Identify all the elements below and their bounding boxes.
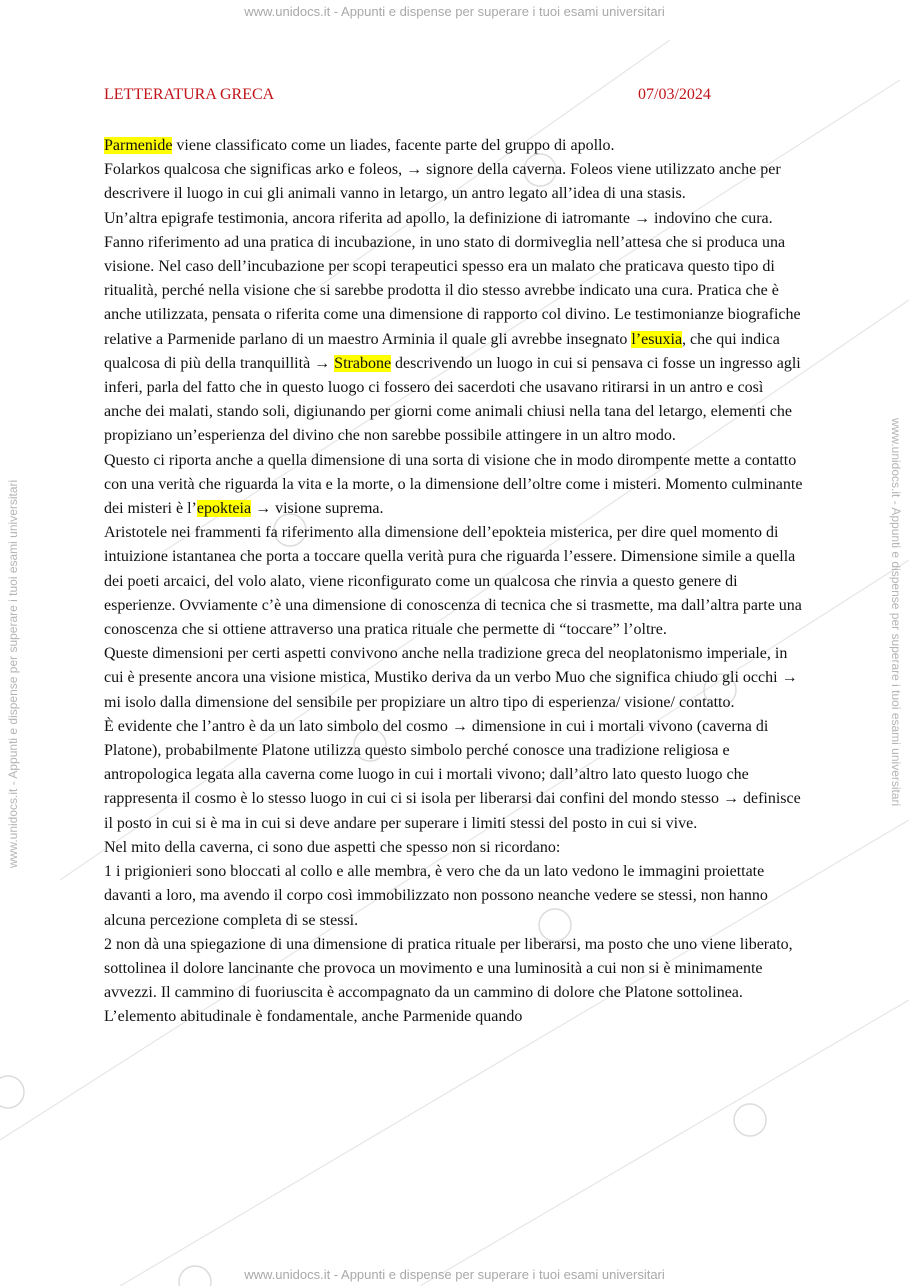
text-run: Questo ci riporta anche a quella dimensione di una sorta di visione che in modo dirompente mette a contatto con una verità che riguarda la vita e la morte, o la dimensione dell’oltre come i misteri. Momento culminante dei misteri è l’ <box>104 451 803 518</box>
paragraph <box>104 642 804 715</box>
paragraph <box>104 715 804 836</box>
text-run: Queste dimensioni per certi aspetti convivono anche nella tradizione greca del neoplatonismo imperiale, in cui è presente ancora una visione mistica, Mustiko deriva da un verbo Muo che significa chiudo gli occhi → mi isolo dalla dimensione del sensibile per propiziare un altro tipo di esperienza/ visione/ contatto. <box>104 645 798 711</box>
text-run: Un’altra epigrafe testimonia, ancora riferita ad apollo, la definizione di iatromante → indovino che cura. Fanno riferimento ad una pratica di incubazione, in uno stato di dormiveglia nell’attesa che si produca una visione. Nel caso dell’incubazione per scopi terapeutici spesso era un malato che praticava questo tipo di ritualità, perché nella visione che si sarebbe prodotta il dio stesso avrebbe indicato una cura. Pratica che è anche utilizzata, pensata o riferita come una dimensione di rapporto col divino. Le testimonianze biografiche relative a Parmenide parlano di un maestro Arminia il quale gli avrebbe insegnato <box>104 209 801 348</box>
text-run: 1 i prigionieri sono bloccati al collo e alle membra, è vero che da un lato vedono le immagini proiettate davanti a loro, ma avendo il corpo così immobilizzato non possono neanche vedere se stessi, non hanno alcuna percezione completa di se stessi. <box>104 863 768 929</box>
paragraph <box>104 158 804 206</box>
text-run: Aristotele nei frammenti fa riferimento alla dimensione dell’epokteia misterica, per dire quel momento di intuizione istantanea che porta a toccare quella verità pura che riguarda l’essere. Dimensione simile a quella dei poeti arcaici, del volo alato, viene riconfigurato come un qualcosa che rinvia a questo genere di esperienze. Ovviamente c’è una dimensione di conoscenza di tecnica che si trasmette, ma dall’altra parte una conoscenza che si ottiene attraverso una pratica rituale che permette di “toccare” l’oltre. <box>104 524 802 639</box>
text-run: , che qui indica qualcosa di più della tranquillità → <box>104 330 780 372</box>
watermark-right: www.unidocs.it - Appunti e dispense per superare i tuoi esami universitari <box>889 418 903 807</box>
text-run: descrivendo un luogo in cui si pensava ci fosse un ingresso agli inferi, parla del fatto che in questo luogo ci fossero dei sacerdoti che usavano ritirarsi in un antro e così anche dei malati, stando soli, digiunando per giorni come animali chiusi nella tana del letargo, elementi che propiziano un’esperienza del divino che non sarebbe possibile attingere in un altro modo. <box>104 354 801 445</box>
watermark-top: www.unidocs.it - Appunti e dispense per superare i tuoi esami universitari <box>244 4 665 19</box>
text-run: Folarkos qualcosa che significas arko e foleos, → signore della caverna. Foleos viene utilizzato anche per descrivere il luogo in cui gli animali vanno in letargo, un antro legato all’idea di una stasis. <box>104 161 781 203</box>
watermark-bottom: www.unidocs.it - Appunti e dispense per superare i tuoi esami universitari <box>244 1267 665 1282</box>
text-run: viene classificato come un liades, facente parte del gruppo di apollo. <box>172 137 615 154</box>
text-run: Nel mito della caverna, ci sono due aspetti che spesso non si ricordano: <box>104 838 561 856</box>
watermark-left: www.unidocs.it - Appunti e dispense per superare i tuoi esami universitari <box>6 479 20 868</box>
highlighted-text: l’esuxia <box>631 330 683 348</box>
text-run: 2 non dà una spiegazione di una dimensione di pratica rituale per liberarsi, ma posto che uno viene liberato, sottolinea il dolore lancinante che provoca un movimento e una luminosità a cui non si è minimamente avvezzi. Il cammino di fuoriuscita è accompagnato da un cammino di dolore che Platone sottolinea. L’elemento abitudinale è fondamentale, anche Parmenide quando <box>104 935 793 1026</box>
document-header <box>104 86 724 104</box>
text-run: È evidente che l’antro è da un lato simbolo del cosmo → dimensione in cui i mortali vivono (caverna di Platone), probabilmente Platone utilizza questo simbolo perché conosce una tradizione religiosa e antropologica legata alla caverna come luogo in cui i mortali vivono; dall’altro lato questo luogo che rappresenta il cosmo è lo stesso luogo in cui ci si isola per liberarsi dai confini del mondo stesso → definisce il posto in cui si è ma in cui si deve andare per superare i limiti stessi del posto in cui si vive. <box>104 717 801 832</box>
document-body <box>104 134 804 1030</box>
paragraph <box>104 134 804 158</box>
highlighted-text: Parmenide <box>104 137 173 154</box>
highlighted-text: Strabone <box>334 354 392 372</box>
paragraph <box>104 521 804 642</box>
paragraph <box>104 207 804 449</box>
document-title: LETTERATURA GRECA <box>104 86 275 103</box>
paragraph <box>104 836 804 860</box>
highlighted-text: epokteia <box>196 500 252 518</box>
text-run: → visione suprema. <box>251 500 384 518</box>
document-date: 07/03/2024 <box>638 86 711 103</box>
paragraph <box>104 860 804 933</box>
paragraph <box>104 449 804 522</box>
paragraph <box>104 933 804 1030</box>
